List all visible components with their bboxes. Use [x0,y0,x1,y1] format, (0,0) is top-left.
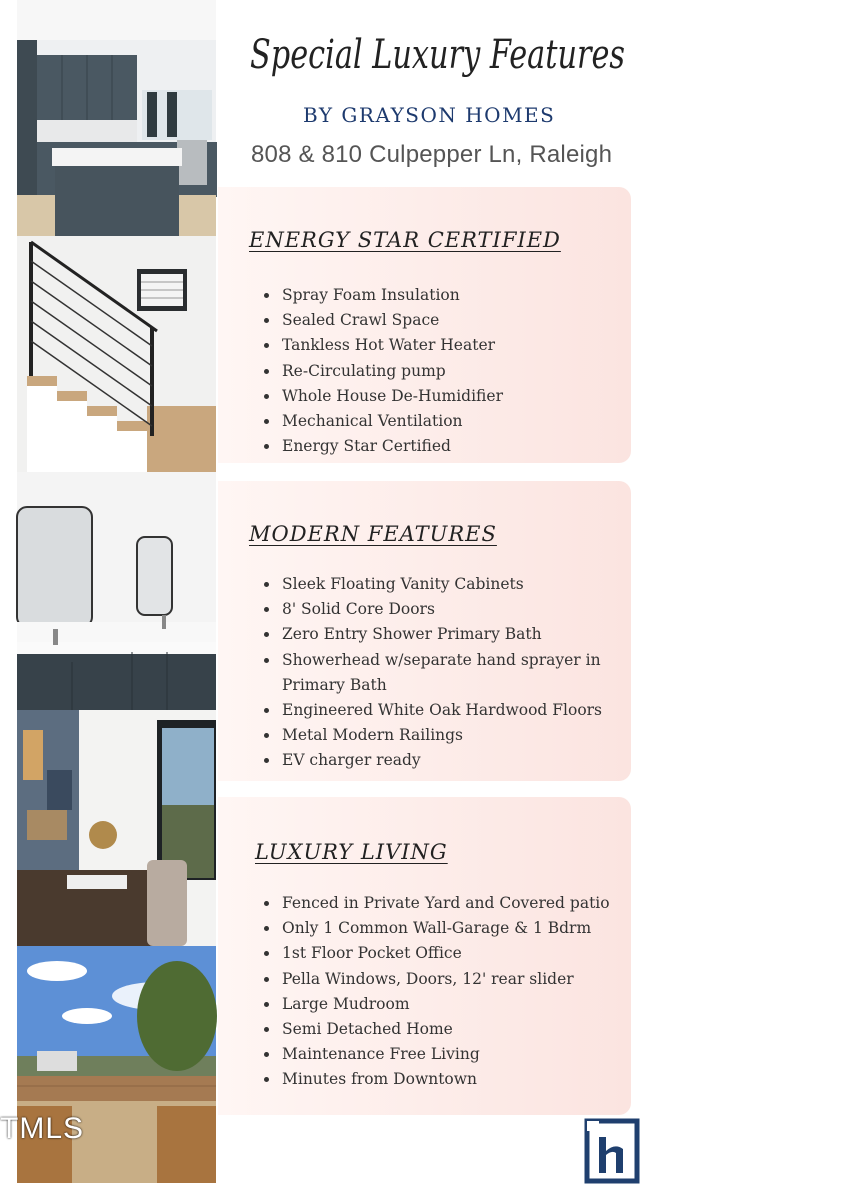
title-script-text: Special Luxury Features [250,32,625,78]
byline-text: BY GRAYSON HOMES [303,103,556,127]
list-item: • Fenced in Private Yard and Covered patio [280,891,640,916]
modern-features-card [218,481,631,781]
list-item: • Sealed Crawl Space [280,308,503,333]
list-item: • Metal Modern Railings [280,723,625,748]
list-item: • Re-Circulating pump [280,359,503,384]
list-item: • Engineered White Oak Hardwood Floors [280,698,625,723]
title-script [248,18,633,88]
energy-star-list [262,283,503,459]
grayson-homes-logo-icon [585,1117,639,1183]
list-item: • Showerhead w/separate hand sprayer in Primary Bath [280,648,625,698]
list-item: • Tankless Hot Water Heater [280,333,503,358]
luxury-living-list [262,891,640,1093]
list-item: • Pella Windows, Doors, 12' rear slider [280,967,640,992]
address: 808 & 810 Culpepper Ln, Raleigh [251,141,613,168]
list-item: • Zero Entry Shower Primary Bath [280,622,625,647]
staircase-photo [17,236,216,472]
list-item: • 1st Floor Pocket Office [280,941,640,966]
energy-star-heading: ENERGY STAR CERTIFIED [249,228,561,252]
list-item: • Large Mudroom [280,992,640,1017]
list-item: • Minutes from Downtown [280,1067,640,1092]
office-photo [17,710,216,946]
energy-star-card [218,187,631,463]
modern-features-heading: MODERN FEATURES [249,522,497,546]
kitchen-photo [17,0,216,236]
list-item: • Whole House De-Humidifier [280,384,503,409]
modern-features-list [262,572,625,774]
list-item: • Sleek Floating Vanity Cabinets [280,572,625,597]
luxury-living-card [218,797,631,1115]
yard-photo [17,946,216,1183]
mls-watermark: TMLS [0,1112,85,1145]
list-item: • Semi Detached Home [280,1017,640,1042]
list-item: • Spray Foam Insulation [280,283,503,308]
list-item: • Mechanical Ventilation [280,409,503,434]
list-item: • 8' Solid Core Doors [280,597,625,622]
list-item: • Energy Star Certified [280,434,503,459]
luxury-living-heading: LUXURY LIVING [255,840,448,864]
bathroom-photo [17,472,216,710]
list-item: • Maintenance Free Living [280,1042,640,1067]
list-item: • EV charger ready [280,748,625,773]
photo-column [17,0,216,1183]
list-item: • Only 1 Common Wall-Garage & 1 Bdrm [280,916,640,941]
